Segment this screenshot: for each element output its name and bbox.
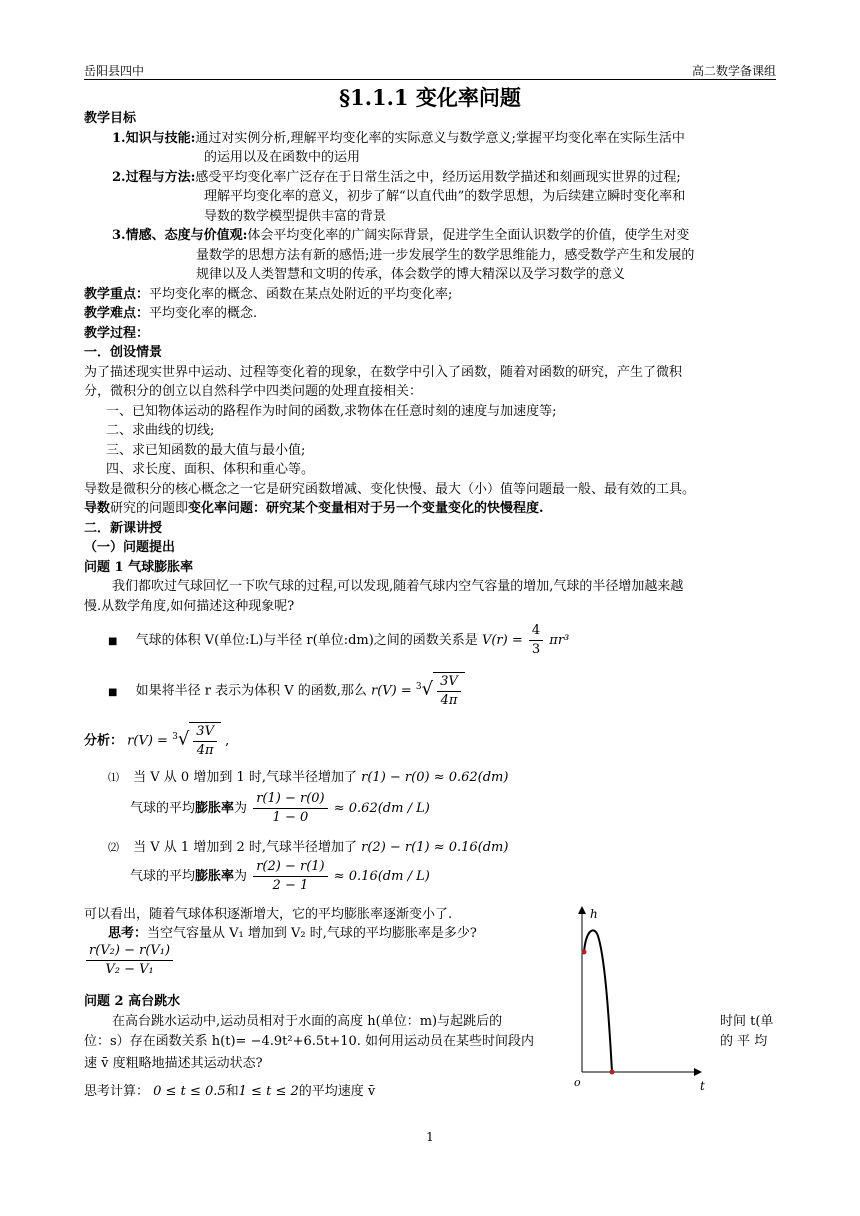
step1-expr: r(1) − r(0) ≈ 0.62(dm) xyxy=(361,770,509,785)
goal3-cont1: 量数学的思想方法有新的感悟;进一步发展学生的数学思维能力，感受数学产生和发展的 xyxy=(196,247,695,263)
header-school: 岳阳县四中 xyxy=(84,64,145,78)
step1-rate-pre: 气球的平均 xyxy=(130,801,196,816)
page-title: §1.1.1 变化率问题 xyxy=(339,85,521,110)
step1-rate xyxy=(130,790,430,827)
y-axis-label: h xyxy=(590,907,598,921)
volume-frac xyxy=(529,622,543,659)
q2-title: 问题 2 高台跳水 xyxy=(84,994,181,1009)
q2-p2: 位：s）存在函数关系 h(t)= −4.9t²+6.5t+10. 如何用运动员在某些时间段内 xyxy=(84,1034,535,1049)
sec1-p3-b: 研究的问题即 xyxy=(110,501,189,516)
step1-text: 当 V 从 0 增加到 1 时,气球半径增加了 xyxy=(133,770,357,785)
q2-p1: 在高台跳水运动中,运动员相对于水面的高度 h(单位：m)与起跳后的 xyxy=(112,1014,503,1029)
cube-index: 3 xyxy=(172,732,178,743)
think-line xyxy=(108,922,477,941)
step2 xyxy=(108,836,508,855)
q2-tail: 的平均速度 v̄ xyxy=(298,1084,376,1099)
sec1-item-2: 二、求曲线的切线; xyxy=(106,423,215,438)
q2-range2: 1 ≤ t ≤ 2 xyxy=(238,1084,299,1099)
think-frac-line xyxy=(84,942,175,979)
goal3-label: 3.情感、态度与价值观: xyxy=(112,228,248,243)
header-group: 高二数学备课组 xyxy=(691,64,776,78)
goals-heading: 教学目标 xyxy=(84,111,137,126)
sec2-title: 二．新课讲授 xyxy=(84,520,163,536)
q2-range1: 0 ≤ t ≤ 0.5 xyxy=(153,1084,226,1099)
volume-lhs: V(r) = xyxy=(481,633,523,648)
q1-title: 问题 1 气球膨胀率 xyxy=(84,559,194,575)
step2-frac-den: 2 − 1 xyxy=(272,878,309,893)
bullet-volume xyxy=(108,622,569,659)
height-curve xyxy=(584,930,612,1072)
diff-text: 平均变化率的概念. xyxy=(149,306,258,321)
volume-frac-num: 4 xyxy=(529,622,543,641)
bullet-radius xyxy=(108,672,465,710)
analysis-frac xyxy=(193,723,217,760)
goal1-label: 1.知识与技能: xyxy=(112,130,196,146)
page-number: 1 xyxy=(426,1130,434,1144)
sec1-title: 一．创设情景 xyxy=(84,345,163,360)
end-point xyxy=(610,1070,615,1075)
sec1-p1: 为了描述现实世界中运动、过程等变化着的现象，在数学中引入了函数，随着对函数的研究，产生了微积 xyxy=(84,364,683,380)
bullet-radius-text: 如果将半径 r 表示为体积 V 的函数,那么 xyxy=(135,683,367,699)
step2-text: 当 V 从 1 增加到 2 时,气球半径增加了 xyxy=(133,840,357,855)
volume-frac-den: 3 xyxy=(531,642,541,657)
conclusion: 可以看出，随着气球体积逐渐增大，它的平均膨胀率逐渐变小了. xyxy=(84,907,453,922)
q1-p2: 慢.从数学角度,如何描述这种现象呢? xyxy=(84,598,295,614)
step2-rate-pre: 气球的平均 xyxy=(130,869,196,884)
goal2-cont2: 导数的数学模型提供丰富的背景 xyxy=(204,208,387,224)
start-point xyxy=(582,950,587,955)
square-bullet-icon: ■ xyxy=(108,686,118,698)
analysis-lhs: r(V) = xyxy=(127,733,168,749)
sec1-p3-a: 导数 xyxy=(84,501,111,516)
q2-think xyxy=(84,1080,375,1099)
q2-p3: 速 v̄ 度粗略地描述其运动状态? xyxy=(84,1056,263,1071)
goal3-cont2: 规律以及人类智慧和文明的传承，体会数学的博大精深以及学习数学的意义 xyxy=(196,267,626,282)
radius-lhs: r(V) = xyxy=(371,683,412,699)
height-time-graph xyxy=(560,900,710,1100)
goals-section xyxy=(84,109,784,616)
radius-frac-num: 3V xyxy=(437,673,461,692)
think-text: 当空气容量从 V₁ 增加到 V₂ 时,气球的平均膨胀率是多少? xyxy=(147,926,477,941)
bullet-volume-text: 气球的体积 V(单位:L)与半径 r(单位:dm)之间的函数关系是 xyxy=(135,633,478,648)
q2-p1-right: 时间 t(单 xyxy=(720,1014,774,1029)
analysis-line: 分析： r(V) = $^3$√ $\frac{3V}{4\pi}$ , xyxy=(84,724,230,758)
think-frac-num: r(V₂) − r(V₁) xyxy=(86,942,173,961)
key-text: 平均变化率的概念、函数在某点处附近的平均变化率; xyxy=(149,286,453,302)
step2-frac-num: r(2) − r(1) xyxy=(253,858,327,877)
analysis-label: 分析： xyxy=(84,733,124,749)
analysis-frac-den: 4π xyxy=(196,743,214,758)
step1-res: ≈ 0.62(dm / L) xyxy=(333,801,430,816)
radius-frac xyxy=(437,673,461,710)
goal1-cont: 的运用以及在函数中的运用 xyxy=(204,150,361,165)
header-divider xyxy=(84,79,776,80)
think-frac xyxy=(86,942,173,979)
goal2-text: 感受平均变化率广泛存在于日常生活之中，经历运用数学描述和刻画现实世界的过程; xyxy=(195,169,681,185)
step2-frac xyxy=(253,858,327,895)
step2-rate-bold: 膨胀率 xyxy=(195,869,235,884)
x-axis-label: t xyxy=(700,1079,705,1093)
sec2-sub1: （一）问题提出 xyxy=(84,540,176,555)
step2-res: ≈ 0.16(dm / L) xyxy=(333,869,430,884)
q2-p2-right: 的 平 均 xyxy=(720,1034,768,1049)
radius-frac-den: 4π xyxy=(440,693,458,708)
step1-frac-num: r(1) − r(0) xyxy=(253,790,327,809)
radical-sign: √ xyxy=(177,728,190,750)
step1 xyxy=(108,766,508,785)
sec1-p2: 导数是微积分的核心概念之一它是研究函数增减、变化快慢、最大（小）值等问题最一般、最有效的工具。 xyxy=(84,481,696,497)
step1-rate-post: 为 xyxy=(234,801,248,816)
volume-tail: πr³ xyxy=(549,633,570,648)
analysis-frac-num: 3V xyxy=(193,723,217,742)
step2-rate-post: 为 xyxy=(234,869,248,884)
step1-mark: ⑴ xyxy=(108,771,119,784)
goal1-text: 通过对实例分析,理解平均变化率的实际意义与数学意义;掌握平均变化率在实际生活中 xyxy=(195,130,685,146)
think-label: 思考： xyxy=(108,926,148,941)
cube-index: 3 xyxy=(415,682,422,693)
goal2-cont1: 理解平均变化率的意义，初步了解“以直代曲”的数学思想，为后续建立瞬时变化率和 xyxy=(204,189,686,204)
goal3-text: 体会平均变化率的广阔实际背景，促进学生全面认识数学的价值，使学生对变 xyxy=(247,228,690,243)
process-heading: 教学过程： xyxy=(84,325,150,341)
q2-think-label: 思考计算： xyxy=(84,1084,150,1099)
sec1-item-4: 四、求长度、面积、体积和重心等。 xyxy=(106,462,315,477)
sec1-p1b: 分，微积分的创立以自然科学中四类问题的处理直接相关： xyxy=(84,384,423,399)
key-label: 教学重点： xyxy=(84,286,150,302)
sec1-item-1: 一、已知物体运动的路程作为时间的函数,求物体在任意时刻的速度与加速度等; xyxy=(106,403,557,419)
step1-frac-den: 1 − 0 xyxy=(272,810,309,825)
sec1-item-3: 三、求已知函数的最大值与最小值; xyxy=(106,442,306,458)
step2-rate xyxy=(130,858,430,895)
q2-and: 和 xyxy=(225,1084,239,1099)
step1-rate-bold: 膨胀率 xyxy=(195,801,235,816)
step2-expr: r(2) − r(1) ≈ 0.16(dm) xyxy=(361,840,509,855)
think-frac-den: V₂ − V₁ xyxy=(105,962,154,977)
diff-label: 教学难点： xyxy=(84,306,150,321)
sec1-p3-c: 变化率问题：研究某个变量相对于另一个变量变化的快慢程度. xyxy=(188,501,544,516)
origin-label: o xyxy=(574,1076,581,1089)
square-bullet-icon: ■ xyxy=(108,636,118,647)
step1-frac xyxy=(253,790,327,827)
radical-sign: √ xyxy=(421,678,434,700)
goal2-label: 2.过程与方法: xyxy=(112,169,196,185)
step2-mark: ⑵ xyxy=(108,841,119,854)
q1-p1: 我们都吹过气球回忆一下吹气球的过程,可以发现,随着气球内空气容量的增加,气球的半径增加越来越 xyxy=(112,579,684,594)
